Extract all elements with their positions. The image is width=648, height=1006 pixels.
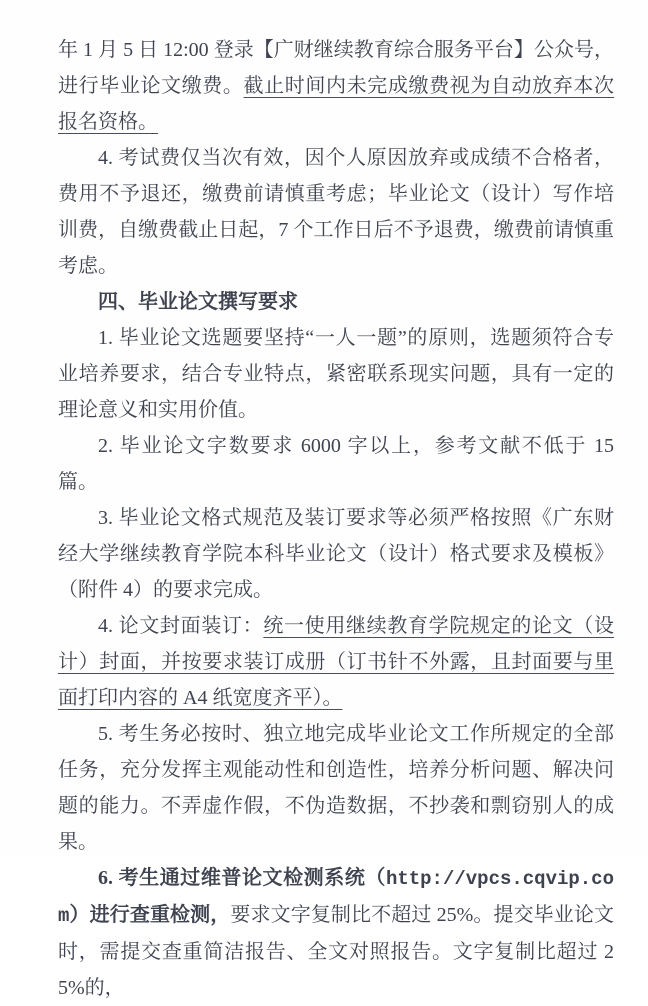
paragraph (58, 428, 614, 500)
text-segment: 年 1 月 5 日 12:00 登录【广财继续教育综合服务平台】公众号，进行毕业论文缴费。 (58, 39, 614, 97)
text-segment: 2. 毕业论文字数要求 6000 字以上，参考文献不低于 15 篇。 (58, 435, 614, 493)
text-segment: 要求文字复制比不超过 25%。提交毕业论文时，需提交查重简洁报告、全文对照报告。文字复制比超过 25%的， (58, 904, 614, 999)
paragraph (58, 32, 614, 140)
url-text: http://vpcs.cqvip.com (58, 868, 614, 927)
underlined-text-segment: 统一使用继续教育学院规定的论文（设计）封面，并按要求装订成册（订书针不外露，且封面要与里面打印内容的 A4 纸宽度齐平）。 (58, 615, 615, 709)
text-segment: 3. 毕业论文格式规范及装订要求等必须严格按照《广东财经大学继续教育学院本科毕业论文（设计）格式要求及模板》（附件 4）的要求完成。 (58, 507, 614, 601)
section-heading (58, 284, 614, 320)
text-segment: 4. 考试费仅当次有效，因个人原因放弃或成绩不合格者，费用不予退还，缴费前请慎重考虑；毕业论文（设计）写作培训费，自缴费截止日起，7 个工作日后不予退费，缴费前请慎重考虑。 (58, 147, 614, 277)
text-segment: 6. 考生通过维普论文检测系统（ (98, 867, 386, 889)
paragraph (58, 500, 614, 608)
text-segment: 5. 考生务必按时、独立地完成毕业论文工作所规定的全部任务，充分发挥主观能动性和创造性，培养分析问题、解决问题的能力。不弄虚作假，不伪造数据，不抄袭和剽窃别人的成果。 (58, 723, 614, 853)
paragraph (58, 608, 614, 716)
text-segment: ）进行查重检测， (69, 904, 231, 926)
text-segment: 4. 论文封面装订： (98, 615, 264, 637)
text-segment: 1. 毕业论文选题要坚持“一人一题”的原则，选题须符合专业培养要求，结合专业特点，紧密联系现实问题，具有一定的理论意义和实用价值。 (58, 327, 614, 421)
paragraph (58, 860, 614, 1006)
paragraph (58, 140, 614, 284)
text-segment: 四、毕业论文撰写要求 (98, 291, 298, 313)
paragraph (58, 320, 614, 428)
underlined-text-segment: 截止时间内未完成缴费视为自动放弃本次报名资格。 (58, 75, 615, 133)
paragraph (58, 716, 614, 860)
